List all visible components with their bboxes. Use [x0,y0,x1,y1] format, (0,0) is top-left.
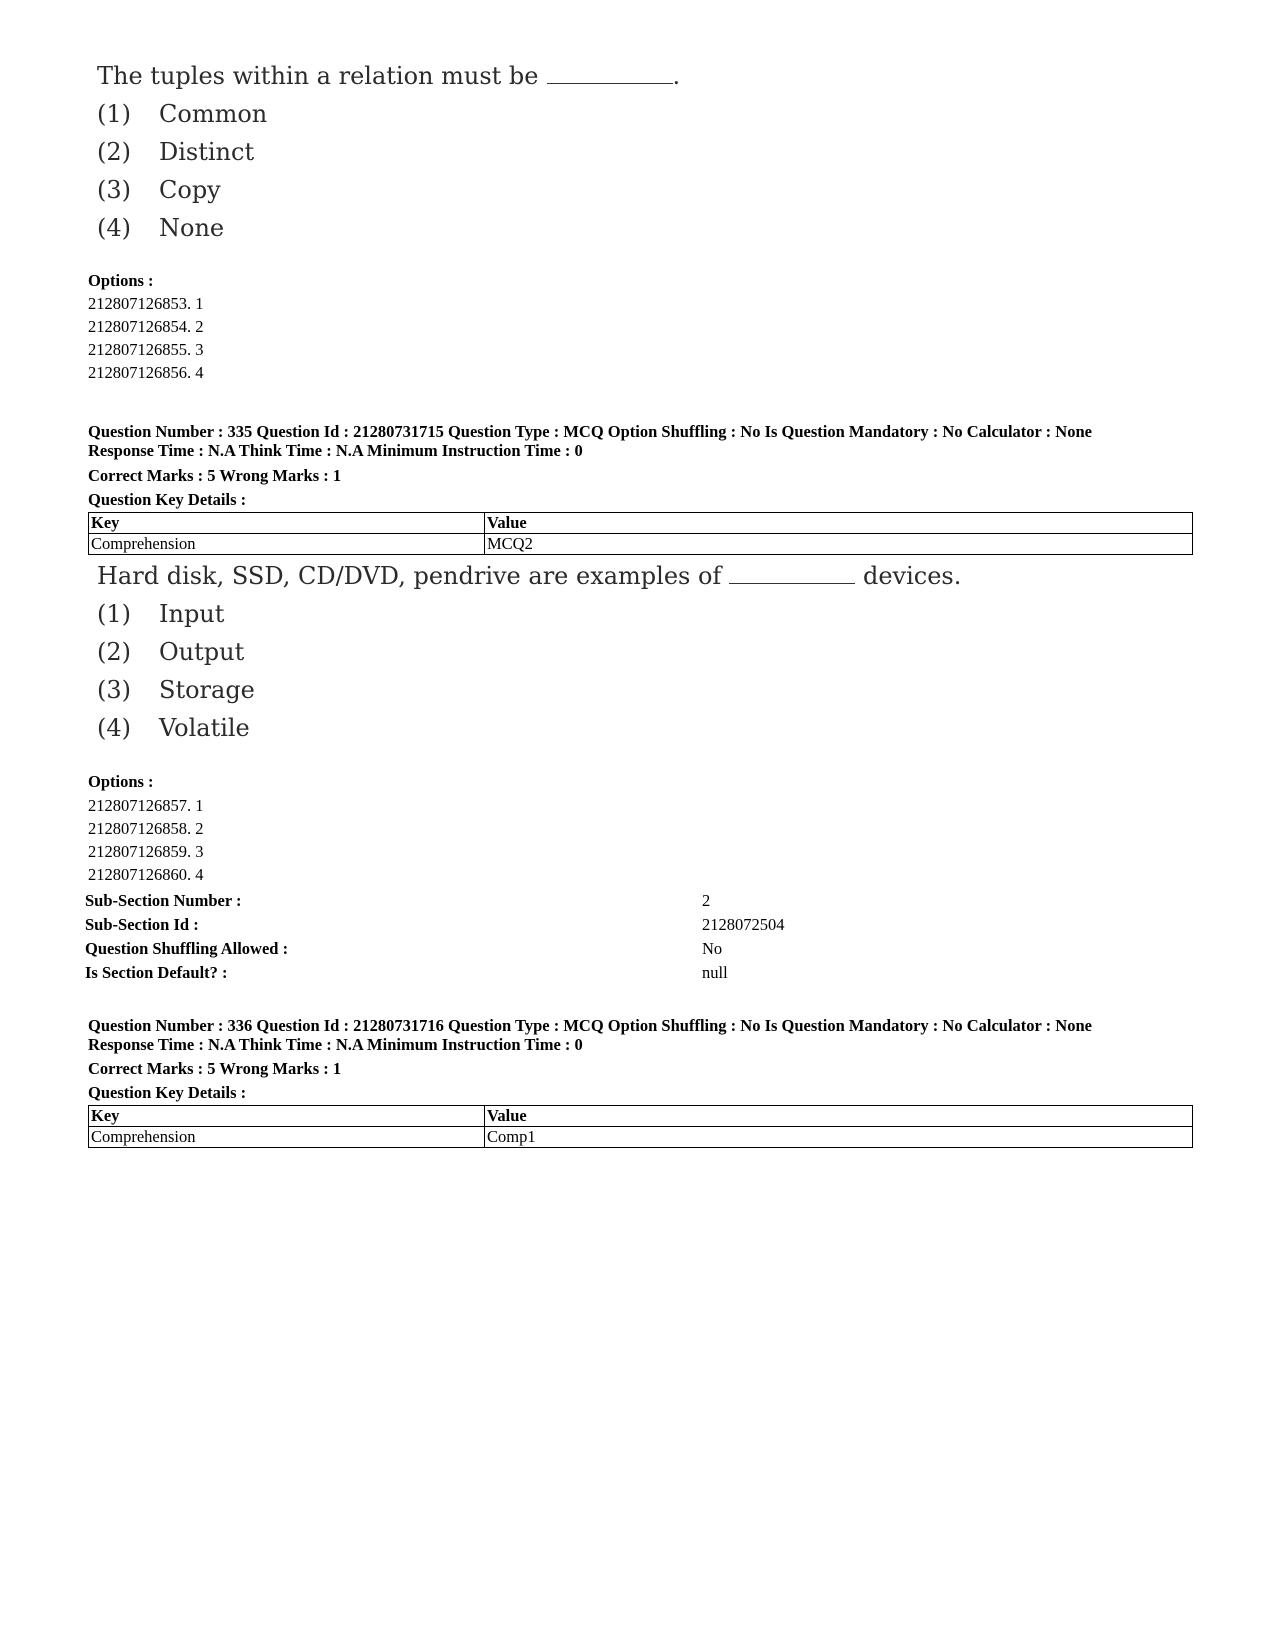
options-label: Options : [88,271,154,290]
option-row: (4) None [97,214,225,242]
value-header: Value [485,513,1193,534]
option-row: (2) Distinct [97,138,255,166]
question-stem: Hard disk, SSD, CD/DVD, pendrive are examples of devices. [97,562,962,590]
key-cell: Comprehension [89,1127,485,1148]
question-image-335 [97,562,997,752]
subsection-label: Question Shuffling Allowed : [85,939,289,958]
subsection-row [85,913,785,937]
subsection-row [85,961,785,985]
option-row: (1) Common [97,100,268,128]
subsection-value: 2128072504 [702,915,785,934]
subsection-row [85,889,785,913]
subsection-info [85,889,785,985]
key-header: Key [89,513,485,534]
marks-line: Correct Marks : 5 Wrong Marks : 1 [88,1059,342,1078]
key-details-label: Question Key Details : [88,1083,247,1102]
marks-line: Correct Marks : 5 Wrong Marks : 1 [88,466,342,485]
value-header: Value [485,1106,1193,1127]
options-label: Options : [88,772,154,791]
key-cell: Comprehension [89,534,485,555]
option-row: (4) Volatile [97,714,250,742]
option-row: (3) Storage [97,676,255,704]
key-table [88,512,1193,555]
option-id: 212807126859. 3 [88,842,204,861]
subsection-value: 2 [702,891,711,910]
question-meta-335: Question Number : 335 Question Id : 21280731715 Question Type : MCQ Option Shuffling : No Is Question Mandatory : No Calculator : None Response Time : N.A Think Time : N.A Minimum Instruction Time : 0 [88,422,1092,460]
option-id: 212807126857. 1 [88,796,204,815]
value-cell: Comp1 [485,1127,1193,1148]
option-id-list [88,794,204,886]
subsection-value: No [702,939,723,958]
subsection-label: Sub-Section Id : [85,915,199,934]
option-id: 212807126858. 2 [88,819,204,838]
fill-blank [729,565,855,584]
option-id-list [88,292,204,384]
value-cell: MCQ2 [485,534,1193,555]
question-stem: The tuples within a relation must be . [97,62,681,90]
subsection-label: Is Section Default? : [85,963,228,982]
fill-blank [547,65,673,84]
subsection-value: null [702,963,728,982]
option-id: 212807126856. 4 [88,363,204,382]
option-id: 212807126853. 1 [88,294,204,313]
key-table [88,1105,1193,1148]
option-id: 212807126854. 2 [88,317,204,336]
key-header: Key [89,1106,485,1127]
option-row: (3) Copy [97,176,221,204]
option-id: 212807126860. 4 [88,865,204,884]
option-row: (2) Output [97,638,245,666]
option-id: 212807126855. 3 [88,340,204,359]
subsection-row [85,937,785,961]
option-row: (1) Input [97,600,225,628]
question-image-334 [97,62,697,252]
subsection-label: Sub-Section Number : [85,891,242,910]
question-meta-336: Question Number : 336 Question Id : 21280731716 Question Type : MCQ Option Shuffling : No Is Question Mandatory : No Calculator : None Response Time : N.A Think Time : N.A Minimum Instruction Time : 0 [88,1016,1092,1054]
key-details-label: Question Key Details : [88,490,247,509]
